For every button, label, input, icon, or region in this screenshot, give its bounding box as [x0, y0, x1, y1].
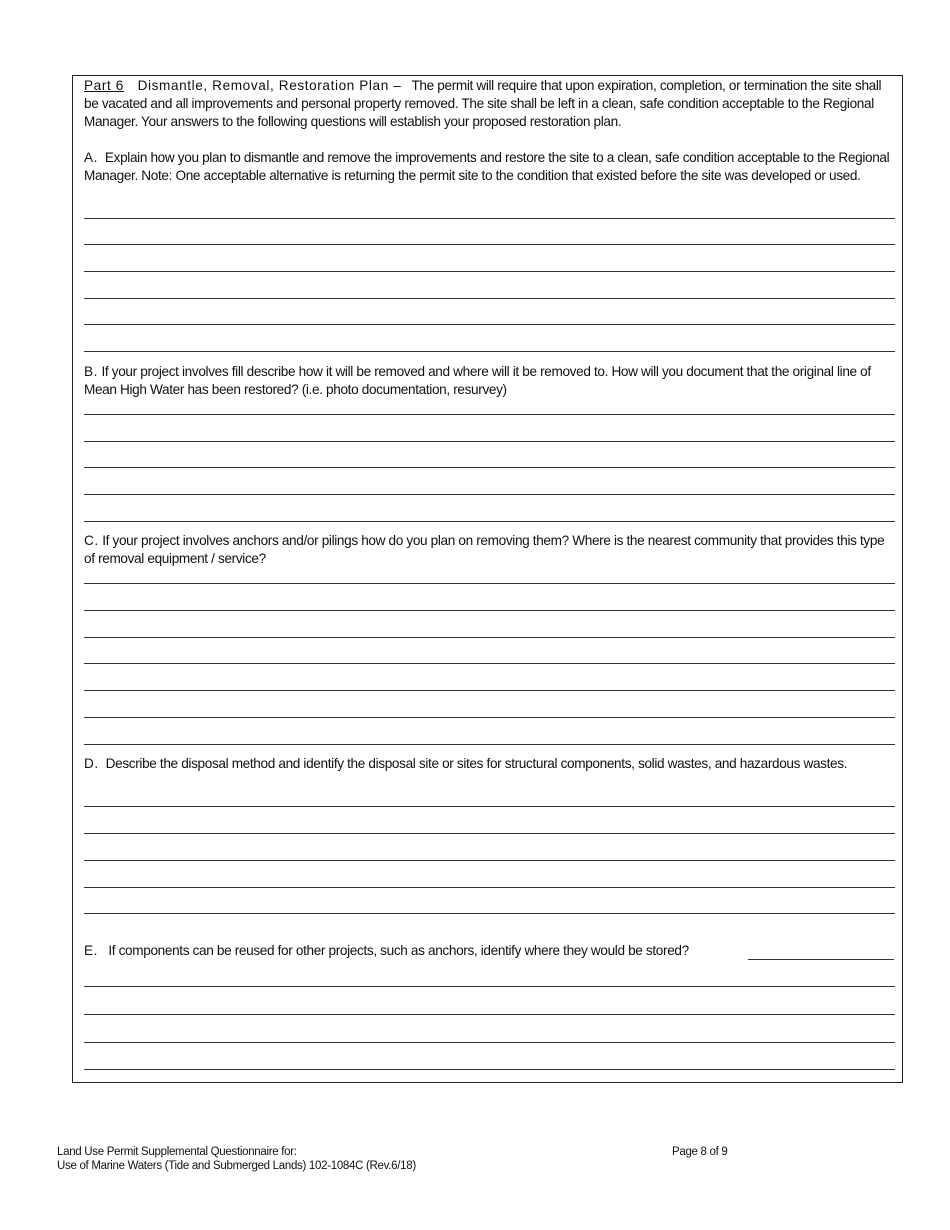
answer-c-line-7[interactable]: [84, 744, 895, 745]
answer-c-line-2[interactable]: [84, 610, 895, 611]
answer-b-line-2[interactable]: [84, 441, 895, 442]
part6-intro-section: [84, 77, 894, 131]
answer-a-line-4[interactable]: [84, 298, 895, 299]
footer-form-title: [57, 1145, 416, 1173]
answer-e-line-4[interactable]: [84, 1069, 895, 1070]
question-d: [84, 755, 894, 773]
answer-d-line-3[interactable]: [84, 860, 895, 861]
footer-line-1: Land Use Permit Supplemental Questionnaire for:: [57, 1146, 297, 1158]
question-b: [84, 363, 894, 399]
answer-c-line-5[interactable]: [84, 690, 895, 691]
answer-c-line-3[interactable]: [84, 637, 895, 638]
question-e-text: [84, 942, 744, 960]
answer-b-line-5[interactable]: [84, 521, 895, 522]
answer-d-line-4[interactable]: [84, 887, 895, 888]
answer-c-line-4[interactable]: [84, 663, 895, 664]
answer-d-line-1[interactable]: [84, 806, 895, 807]
question-a-prompt: Explain how you plan to dismantle and remove the improvements and restore the site to a clean, safe condition acceptable to the Regional Manager. Note: One acceptable alternative is returning the permit site to the condition that existed before the site was developed or used.: [84, 150, 890, 183]
question-e: [84, 942, 744, 960]
part6-intro-paragraph: [84, 77, 894, 131]
answer-a-line-2[interactable]: [84, 244, 895, 245]
answer-a-line-5[interactable]: [84, 324, 895, 325]
question-d-letter: D.: [84, 756, 99, 771]
question-e-prompt: If components can be reused for other projects, such as anchors, identify where they would be stored?: [108, 943, 689, 958]
question-a-letter: A.: [84, 150, 99, 165]
question-c: [84, 532, 894, 568]
question-b-text: [84, 363, 894, 399]
question-d-prompt: Describe the disposal method and identify the disposal site or sites for structural components, solid wastes, and hazardous wastes.: [105, 756, 848, 771]
answer-e-inline-line[interactable]: [748, 959, 894, 960]
footer-line-2: Use of Marine Waters (Tide and Submerged Lands) 102-1084C (Rev.6/18): [57, 1160, 416, 1172]
question-b-prompt: If your project involves fill describe how it will be removed and where will it be removed to. How will you document that the original line of Mean High Water has been restored? (i.e. photo documentation, resurvey): [84, 364, 871, 397]
question-c-prompt: If your project involves anchors and/or pilings how do you plan on removing them? Where is the nearest community that provides this type of removal equipment / service?: [84, 533, 885, 566]
footer-page-number: Page 8 of 9: [672, 1146, 728, 1158]
answer-b-line-4[interactable]: [84, 494, 895, 495]
part6-form-box: [72, 75, 903, 1083]
answer-a-line-3[interactable]: [84, 271, 895, 272]
answer-b-line-3[interactable]: [84, 467, 895, 468]
part6-intro-text: The permit will require that upon expiration, completion, or termination the site shall be vacated and all improvements and personal property removed. The site shall be left in a clean, safe condition acceptable to the Regional Manager. Your answers to the following questions will establish your proposed restoration plan.: [84, 78, 882, 129]
question-b-letter: B.: [84, 364, 99, 379]
question-a: [84, 149, 894, 185]
answer-e-line-3[interactable]: [84, 1042, 895, 1043]
question-e-letter: E.: [84, 943, 99, 958]
answer-d-line-2[interactable]: [84, 833, 895, 834]
answer-c-line-6[interactable]: [84, 717, 895, 718]
answer-c-line-1[interactable]: [84, 583, 895, 584]
question-c-letter: C.: [84, 533, 99, 548]
answer-a-line-1[interactable]: [84, 218, 895, 219]
question-d-text: [84, 755, 894, 773]
answer-a-line-6[interactable]: [84, 351, 895, 352]
part6-label: Part 6: [84, 78, 124, 93]
question-a-text: [84, 149, 894, 185]
answer-b-line-1[interactable]: [84, 414, 895, 415]
part6-title: Dismantle, Removal, Restoration Plan –: [137, 78, 402, 93]
answer-d-line-5[interactable]: [84, 913, 895, 914]
question-c-text: [84, 532, 894, 568]
answer-e-line-1[interactable]: [84, 986, 895, 987]
answer-e-line-2[interactable]: [84, 1014, 895, 1015]
